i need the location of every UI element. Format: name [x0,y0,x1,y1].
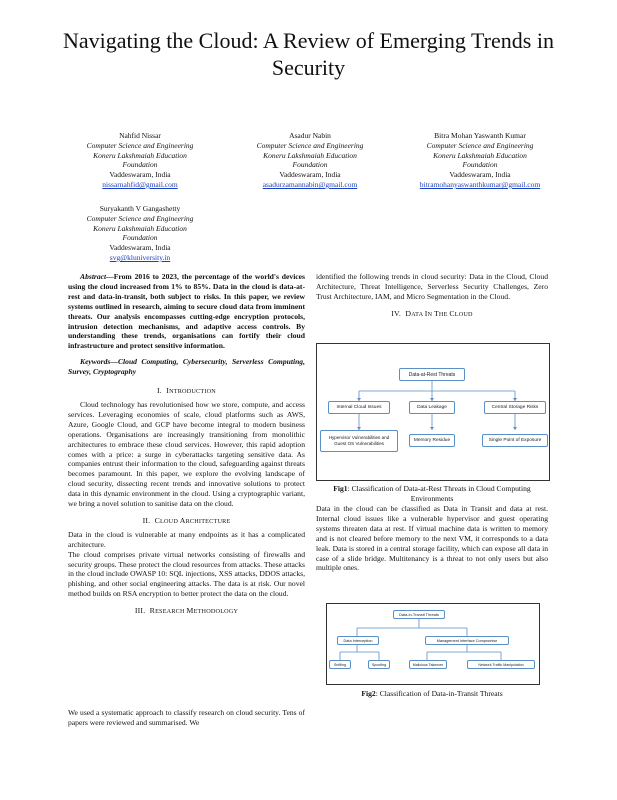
author-dept: Computer Science and Engineering [426,140,534,150]
fig1-leaf-hypervisor-vulnerabilities: Hypervisor Vulnerabilities and Guest OS Vulnerabilities [320,430,398,452]
author-name: Suryakanth V Gangashetty [99,204,181,213]
fig1-root-node: Data-at-Rest Threats [399,368,465,381]
author-block-3 [390,131,570,190]
author-name: Asadur Nabin [289,131,331,140]
fig2-leaf-spoofing: Spoofing [368,660,390,669]
keywords [68,357,305,377]
figure-2-data-in-transit-diagram [326,603,540,685]
fig2-node-data-interception: Data Interception [337,636,379,645]
author-location: Vaddeswaram, India [449,170,511,180]
author-org: Koneru Lakshmaiah Education [263,150,357,160]
cloud-paragraph-1: Data in the cloud is vulnerable at many endpoints as it has a complicated architecture. [68,529,305,549]
fig2-node-management-interface-compromise: Management Interface Compromise [425,636,509,645]
fig1-leaf-memory-residue: Memory Residue [409,434,455,447]
author-org-cont: Foundation [292,160,328,170]
author-email-link[interactable]: svg@kluniversity.in [109,252,171,262]
author-org: Koneru Lakshmaiah Education [93,150,187,160]
author-email-link[interactable]: bitramohanyaswanthkumar@gmail.com [419,179,541,189]
fig2-leaf-network-traffic-manipulation: Network Traffic Manipulation [467,660,535,669]
section-heading-cloud-architecture: II. CLOUD ARCHITECTURE [142,515,231,525]
author-block-2 [220,131,400,190]
fig1-node-data-leakage: Data Leakage [409,401,455,414]
fig1-node-central-storage-risks: Central Storage Risks [484,401,546,414]
method-paragraph-start [68,708,305,728]
fig1-node-internal-cloud-issues: Internal Cloud Issues [328,401,390,414]
author-name: Bitra Mohan Yaswanth Kumar [434,131,526,140]
figure-2-caption: Fig2: Classification of Data-in-Transit Threats [361,689,503,698]
author-org: Koneru Lakshmaiah Education [433,150,527,160]
figure-1-data-at-rest-diagram [316,343,550,481]
keywords-text: —Cloud Computing, Cybersecurity, Serverless Computing, Survey, Cryptography [68,357,305,377]
left-column [68,272,305,620]
author-name: Nahfid Nissar [119,131,161,140]
author-org-cont: Foundation [122,233,158,243]
section-heading-introduction: I. INTRODUCTION [157,386,216,396]
section-heading-data-in-the-cloud: IV. DATA IN THE CLOUD [391,308,473,318]
author-dept: Computer Science and Engineering [256,140,364,150]
author-location: Vaddeswaram, India [279,170,341,180]
method-paragraph-cont [316,272,548,323]
figure-1-caption: Fig1: Classification of Data-at-Rest Threats in Cloud Computing Environments [333,484,531,503]
abstract [68,272,305,351]
paper-title: Navigating the Cloud: A Review of Emerging Trends in Security [63,28,554,80]
author-location: Vaddeswaram, India [109,243,171,253]
author-location: Vaddeswaram, India [109,170,171,180]
fig2-leaf-malicious-takeover: Malicious Takeover [409,660,447,669]
author-dept: Computer Science and Engineering [86,140,194,150]
abstract-label: Abstract [80,272,107,281]
author-org-cont: Foundation [122,160,158,170]
fig2-leaf-sniffing: Sniffing [329,660,351,669]
author-email-link[interactable]: nissarnahfid@gmail.com [102,179,178,189]
author-block-4 [50,204,230,263]
fig2-root-node: Data-in-Transit Threats [393,610,445,619]
section-heading-research-methodology: III. RESEARCH METHODOLOGY [134,606,239,616]
author-org: Koneru Lakshmaiah Education [93,223,187,233]
author-block-1 [50,131,230,190]
data-in-cloud-paragraph: Data in the cloud can be classified as Data in Transit and data at rest. Internal cloud issues like a vulnerable hypervisor and guest operating systems threaten data at rest. If virtual machine data is written to memory and is not cleared before memory to the next VM, it corresponds to a data leak. Data is stored in a central storage facility, which can expose all data in case of a slide bridge. Multitenancy is a threat to not only users but also multiple ones. [316,504,548,573]
abstract-text: —From 2016 to 2023, the percentage of the world's devices using the cloud increased from 1% to 85%. Data in the cloud is data-at-rest and data-in-transit, both subject to risks. In this paper, we review systems outlined in research, aiming to secure cloud data from imminent threats. Our analysis encompasses cutting-edge encryption protocols, intrusion detection mechanisms, and adaptive access controls. By understanding these trends, organisations can fortify their cloud infrastructure and protect sensitive information. [68,272,305,351]
cloud-paragraph-2: The cloud comprises private virtual networks consisting of firewalls and security groups. These protect the cloud resources from attacks. These attacks in the cloud include OWASP 10: SQL injections, XSS attacks, DDOS attacks, phishing, and other social engineering attacks. The data is at risk. Our novel method builds on RSA encryption to better protect the data on the cloud. [68,549,305,599]
method-paragraph-part-2: identified the following trends in cloud security: Data in the Cloud, Cloud Architecture, Threat Intelligence, Serverless Security Challenges, Zero Trust Architecture, IAM, and Micro Segmentation in the Cloud. [316,272,548,301]
intro-paragraph: Cloud technology has revolutionised how we store, compute, and access services. Leveraging economies of scale, cloud platforms such as AWS, Azure, Google Cloud, and GCP have become integral to modern business operations. Organisations are increasingly transitioning from monolithic architectures to embrace these cloud services. However, this rapid adoption comes with a price: a surge in cyberattacks targeting sensitive data. As companies entrust their information to the cloud, safeguarding against threats becomes paramount. In this paper, we explore the evolving landscape of cloud security, dissecting recent trends and innovative solutions to protect data in this dynamic environment in the cloud. Using a cryptographic variant, we bring a novel solution to sanitise data on the cloud. [68,399,305,509]
method-paragraph-part-1: We used a systematic approach to classify research on cloud security. Tens of papers were reviewed and summarised. We [68,708,305,727]
author-dept: Computer Science and Engineering [86,213,194,223]
fig1-leaf-single-point-of-exposure: Single Point of Exposure [482,434,548,447]
author-org-cont: Foundation [462,160,498,170]
keywords-label: Keywords [80,357,111,367]
author-email-link[interactable]: asadurzamannabin@gmail.com [262,179,358,189]
